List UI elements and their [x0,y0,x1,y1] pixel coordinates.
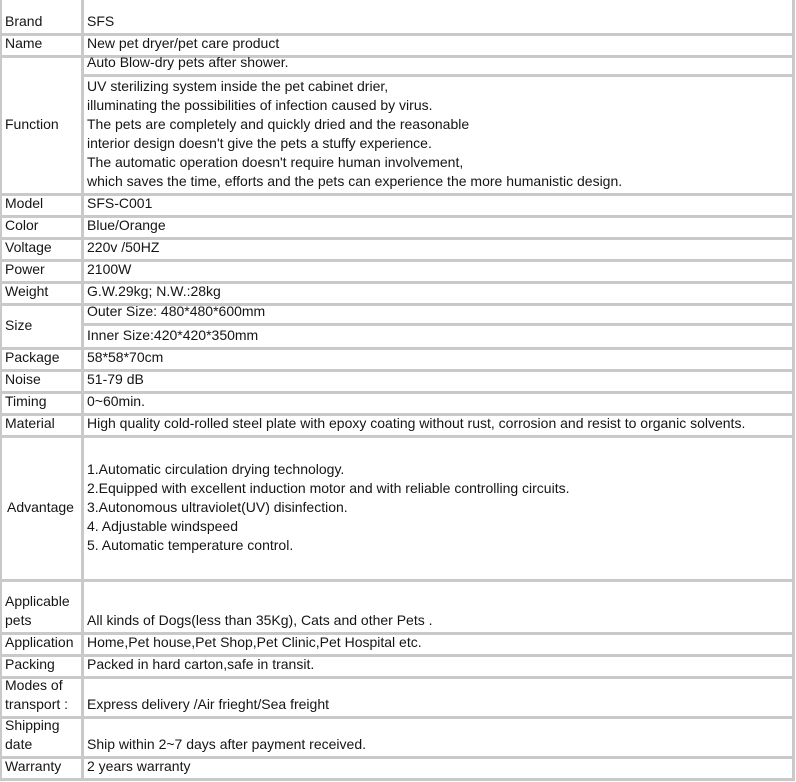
label-model: Model [2,196,84,215]
label-packing: Packing [2,657,84,676]
row-color [2,218,792,240]
value-name: New pet dryer/pet care product [87,35,280,51]
advantage-line: 2.Equipped with excellent induction motor and with reliable controlling circuits. [87,480,570,496]
value-transport: Express delivery /Air frieght/Sea freight [87,696,329,712]
function-line: interior design doesn't give the pets a stuffy experience. [87,135,432,151]
row-transport [2,679,792,719]
row-applicable-pets [2,582,792,635]
label-noise: Noise [2,372,84,391]
function-line: Auto Blow-dry pets after shower. [84,55,792,77]
advantage-line: 3.Autonomous ultraviolet(UV) disinfection. [87,499,348,515]
row-noise [2,372,792,394]
row-package [2,350,792,372]
value-advantage [84,438,792,579]
label-material: Material [2,416,84,435]
row-power [2,262,792,284]
label-voltage: Voltage [2,240,84,259]
value-weight: G.W.29kg; N.W.:28kg [87,283,221,299]
row-warranty [2,759,792,781]
row-brand [2,0,792,36]
function-details [84,77,792,193]
row-timing [2,394,792,416]
label-package: Package [2,350,84,369]
row-size [2,303,792,350]
advantage-line: 4. Adjustable windspeed [87,518,238,534]
row-shipping-date [2,719,792,759]
function-line: which saves the time, efforts and the pets can experience the more humanistic design. [87,173,623,189]
function-line: The automatic operation doesn't require human involvement, [87,154,464,170]
value-model: SFS-C001 [87,195,153,211]
row-function [2,54,792,196]
advantage-line: 5. Automatic temperature control. [87,537,294,553]
label-applicable-pets: Applicable pets [2,582,84,632]
value-package: 58*58*70cm [87,349,164,365]
value-shipping-date: Ship within 2~7 days after payment received. [87,736,366,752]
label-timing: Timing [2,394,84,413]
value-power: 2100W [87,261,132,277]
row-material [2,416,792,438]
label-weight: Weight [2,284,84,303]
value-noise: 51-79 dB [87,371,144,387]
row-model [2,196,792,218]
value-function [84,54,792,193]
row-packing [2,657,792,679]
advantage-line: 1.Automatic circulation drying technology. [87,461,345,477]
label-size: Size [2,306,84,347]
value-warranty: 2 years warranty [87,758,191,774]
label-advantage: Advantage [2,438,84,579]
value-application: Home,Pet house,Pet Shop,Pet Clinic,Pet Hospital etc. [87,634,422,650]
row-advantage [2,438,792,582]
inner-size: Inner Size:420*420*350mm [87,327,259,343]
label-power: Power [2,262,84,281]
value-size [84,303,792,347]
row-application [2,635,792,657]
value-packing: Packed in hard carton,safe in transit. [87,656,315,672]
value-material: High quality cold-rolled steel plate with epoxy coating without rust, corrosion and resist to organic solvents. [87,415,746,431]
value-timing: 0~60min. [87,393,145,409]
label-name: Name [2,36,84,55]
function-line: UV sterilizing system inside the pet cabinet drier, [87,78,389,94]
row-voltage [2,240,792,262]
label-brand: Brand [2,0,84,33]
value-applicable-pets: All kinds of Dogs(less than 35Kg), Cats and other Pets . [87,612,433,628]
value-color: Blue/Orange [87,217,166,233]
function-line: The pets are completely and quickly dried and the reasonable [87,116,470,132]
outer-size: Outer Size: 480*480*600mm [84,304,792,326]
label-shipping-date: Shipping date [2,719,84,756]
label-function: Function [2,58,84,193]
function-line: illuminating the possibilities of infection caused by virus. [87,97,433,113]
label-color: Color [2,218,84,237]
value-voltage: 220v /50HZ [87,239,160,255]
label-transport: Modes of transport : [2,679,84,716]
label-warranty: Warranty [2,759,84,778]
label-application: Application [2,635,84,654]
value-brand: SFS [87,13,115,29]
